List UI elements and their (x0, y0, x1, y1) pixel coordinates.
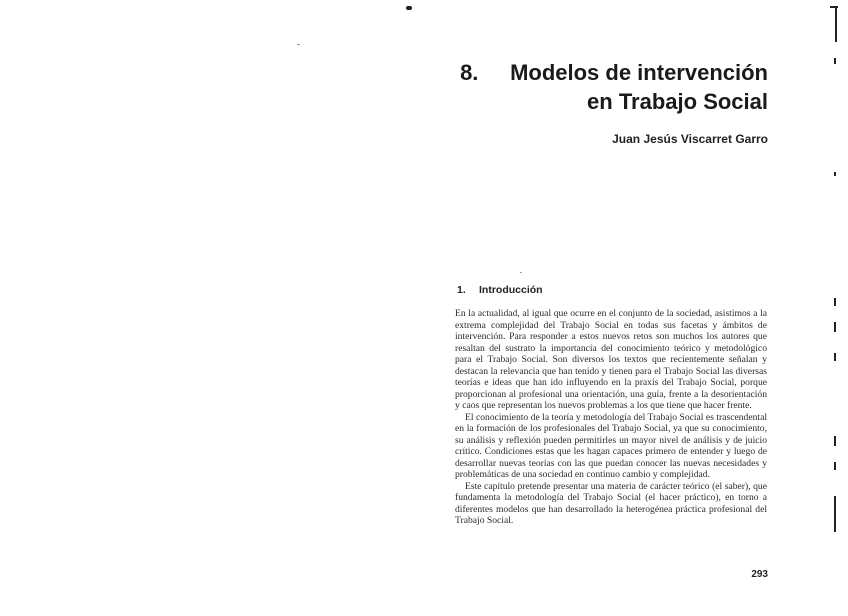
section-number: 1. (457, 284, 466, 296)
paragraph: En la actualidad, al igual que ocurre en el conjunto de la sociedad, asistimos a la extrema complejidad del Trabajo Social en todas sus facetas y ámbitos de intervención. Para responder a estos nuevos retos son muchos los autores que resaltan del sustrato la importancia del conocimiento teórico y metodológico para el Trabajo Social. Son diversos los textos que recientemente señalan y destacan la relevancia que han tenido y tienen para el Trabajo Social las diversas teorías e ideas que han ido influyendo en la praxis del Trabajo Social, porque proporcionan al profesional una orientación, una guía, frente a la desorientación y caos que representan los nuevos problemas a los que tiene que hacer frente. (455, 308, 767, 411)
page-edge-mark (834, 58, 836, 64)
page-number: 293 (751, 569, 768, 580)
page-edge-mark (834, 496, 836, 532)
scan-artifact-dot (520, 272, 522, 273)
chapter-number: 8. (460, 60, 479, 85)
page-edge-mark (835, 6, 837, 42)
author-name: Juan Jesús Viscarret Garro (612, 132, 768, 146)
section-heading (457, 284, 543, 296)
page-edge-mark (834, 462, 836, 470)
scan-artifact-mark (406, 6, 412, 10)
paragraph: El conocimiento de la teoría y metodología del Trabajo Social es trascendental en la formación de los profesionales del Trabajo Social, ya que su conocimiento, su análisis y reflexión pueden permitirles un mayor nivel de análisis y de juicio crítico. Condiciones estas que les hagan capaces primero de entender y luego de desarrollar nuevas teorías con las que puedan conocer las nuevas necesidades y problemáticas de una sociedad en continuo cambio y complejidad. (455, 411, 767, 480)
chapter-title-line-1 (440, 58, 768, 87)
scan-artifact-dot (297, 44, 300, 45)
section-title: Introducción (479, 284, 543, 296)
page-edge-mark (834, 172, 836, 176)
paragraph: Este capítulo pretende presentar una materia de carácter teórico (el saber), que fundamenta la metodología del Trabajo Social (el hacer práctico), en torno a diferentes modelos que han desarrollado la heterogénea práctica profesional del Trabajo Social. (455, 480, 767, 526)
page-edge-mark (834, 322, 836, 332)
page-edge-mark (834, 353, 836, 361)
chapter-title-part-2: en Trabajo Social (587, 89, 768, 114)
page-edge-mark (834, 436, 836, 446)
chapter-heading (440, 58, 768, 116)
body-text (455, 308, 767, 527)
page-edge-mark (834, 298, 836, 306)
chapter-title-part-1: Modelos de intervención (510, 60, 768, 85)
